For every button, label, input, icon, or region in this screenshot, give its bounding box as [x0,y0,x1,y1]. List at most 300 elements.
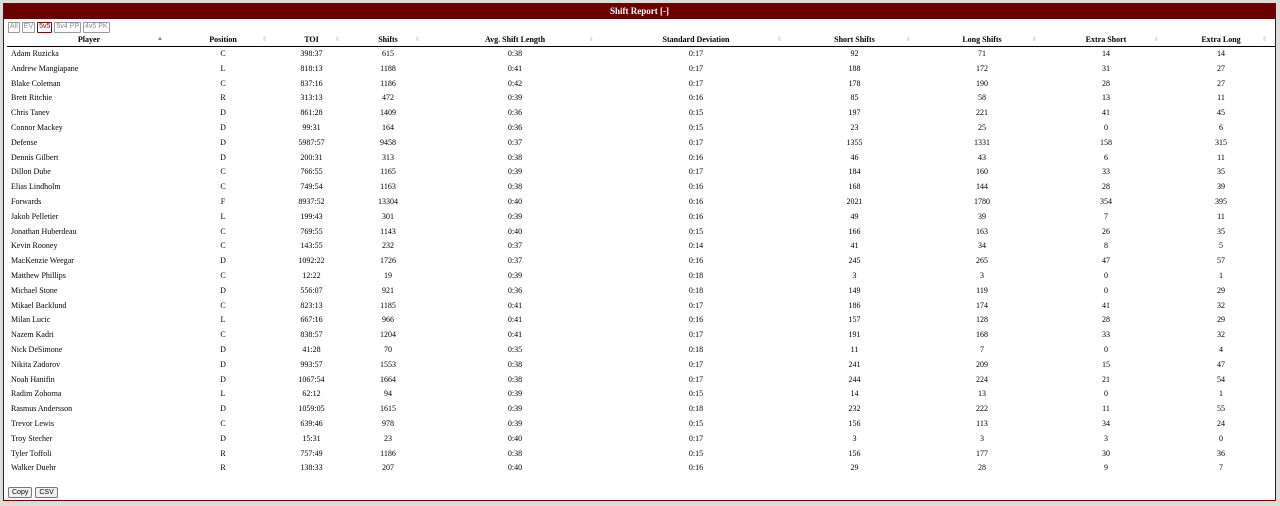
cell-extra-long: 47 [1217,359,1225,369]
cell-shifts: 1204 [380,330,396,340]
cell-extra-short: 3 [1104,433,1108,443]
cell-toi: 5987:57 [298,137,325,147]
column-header-label: Extra Short [1085,35,1127,44]
cell-short-shifts: 46 [850,152,859,162]
cell-position: L [220,211,226,221]
cell-player: Dillon Dube [11,167,51,177]
table-row [7,299,1275,314]
cell-extra-long: 27 [1217,78,1225,88]
cell-standard-deviation: 0:16 [688,256,704,266]
cell-player: Walker Duehr [11,463,56,473]
table-row [7,121,1275,136]
cell-standard-deviation: 0:18 [688,404,704,414]
table-row [7,239,1275,254]
cell-toi: 993:57 [300,359,323,369]
cell-extra-short: 21 [1102,374,1110,384]
cell-short-shifts: 49 [850,211,859,221]
cell-player: Andrew Mangiapane [11,63,79,73]
copy-button[interactable]: Copy [8,487,32,498]
cell-extra-short: 0 [1104,285,1108,295]
cell-extra-short: 354 [1100,196,1112,206]
cell-avg-shift-length: 0:35 [507,344,523,354]
cell-long-shifts: 25 [978,122,986,132]
column-header-label: Standard Deviation [662,35,730,44]
cell-extra-short: 33 [1102,330,1110,340]
cell-extra-short: 26 [1102,226,1110,236]
cell-extra-short: 41 [1102,300,1110,310]
cell-short-shifts: 184 [848,167,861,177]
cell-position: C [220,300,226,310]
cell-extra-short: 28 [1102,315,1110,325]
cell-toi: 99:31 [302,122,321,132]
cell-long-shifts: 221 [976,108,988,118]
cell-avg-shift-length: 0:41 [507,315,523,325]
cell-short-shifts: 41 [850,241,859,251]
cell-extra-short: 9 [1104,463,1108,473]
cell-extra-long: 36 [1217,448,1225,458]
cell-toi: 62:12 [302,389,321,399]
column-header-shifts[interactable] [348,33,428,47]
csv-button[interactable]: CSV [35,487,57,498]
cell-standard-deviation: 0:16 [688,93,704,103]
cell-avg-shift-length: 0:37 [507,256,523,266]
cell-shifts: 1143 [380,226,396,236]
cell-standard-deviation: 0:17 [688,78,704,88]
cell-position: C [220,270,226,280]
cell-position: C [220,330,226,340]
cell-short-shifts: 2021 [846,196,863,206]
cell-short-shifts: 232 [848,404,861,414]
cell-short-shifts: 191 [848,330,861,340]
cell-short-shifts: 11 [850,344,859,354]
cell-extra-long: 5 [1219,241,1223,251]
cell-player: Jonathan Huberdeau [11,226,77,236]
cell-short-shifts: 149 [848,285,861,295]
cell-position: R [220,463,226,473]
cell-shifts: 207 [382,463,394,473]
cell-short-shifts: 197 [848,108,861,118]
cell-extra-short: 14 [1102,49,1110,58]
cell-shifts: 1188 [380,63,396,73]
cell-player: Forwards [11,196,42,206]
cell-position: D [220,285,226,295]
cell-avg-shift-length: 0:40 [507,463,523,473]
filter-5v5[interactable]: 5v5 [37,22,52,33]
cell-shifts: 164 [382,122,394,132]
cell-long-shifts: 174 [976,300,988,310]
cell-extra-short: 41 [1102,108,1110,118]
table-row [7,432,1275,447]
cell-extra-long: 32 [1217,330,1225,340]
cell-extra-long: 32 [1217,300,1225,310]
cell-toi: 200:31 [300,152,323,162]
cell-toi: 838:57 [300,330,323,340]
cell-player: Connor Mackey [11,122,63,132]
cell-extra-long: 54 [1217,374,1225,384]
column-header-short-shifts[interactable] [790,33,919,47]
cell-player: Jakob Pelletier [11,211,59,221]
cell-short-shifts: 168 [848,182,861,192]
cell-short-shifts: 3 [852,270,857,280]
cell-long-shifts: 39 [978,211,986,221]
cell-player: Elias Lindholm [11,182,61,192]
column-header-label: Extra Long [1201,35,1241,44]
cell-avg-shift-length: 0:41 [507,330,523,340]
table-row [7,210,1275,225]
cell-short-shifts: 178 [848,78,861,88]
cell-toi: 769:55 [300,226,323,236]
cell-long-shifts: 58 [978,93,986,103]
cell-extra-short: 8 [1104,241,1108,251]
cell-long-shifts: 177 [976,448,988,458]
column-header-extra-long[interactable] [1167,33,1275,47]
cell-extra-long: 14 [1217,49,1225,58]
cell-shifts: 1186 [380,78,396,88]
cell-extra-short: 28 [1102,78,1110,88]
cell-position: C [220,78,226,88]
cell-extra-short: 7 [1104,211,1108,221]
sort-icon: ⇕ [1153,37,1159,43]
cell-avg-shift-length: 0:38 [507,374,523,384]
cell-extra-long: 11 [1217,211,1225,221]
cell-extra-long: 0 [1219,433,1223,443]
export-buttons [8,487,58,498]
column-header-long-shifts[interactable] [919,33,1045,47]
cell-shifts: 1185 [380,300,396,310]
cell-short-shifts: 156 [848,418,861,428]
cell-shifts: 1615 [380,404,396,414]
cell-long-shifts: 3 [980,270,984,280]
cell-toi: 837:16 [300,78,323,88]
cell-toi: 199:43 [300,211,323,221]
cell-standard-deviation: 0:16 [688,182,704,192]
cell-position: L [220,63,226,73]
cell-standard-deviation: 0:17 [688,63,704,73]
table-row [7,417,1275,432]
cell-player: Nick DeSimone [11,344,63,354]
cell-avg-shift-length: 0:39 [507,93,523,103]
cell-shifts: 1409 [380,108,396,118]
filter-ev[interactable]: EV [22,22,35,33]
cell-toi: 1067:54 [298,374,325,384]
filter-all[interactable]: All [8,22,20,33]
cell-position: R [220,93,226,103]
cell-short-shifts: 92 [850,49,859,58]
cell-player: MacKenzie Weegar [11,256,74,266]
cell-avg-shift-length: 0:41 [507,63,523,73]
cell-position: R [220,448,226,458]
cell-position: C [220,49,226,58]
cell-position: L [220,315,226,325]
column-header-player[interactable] [7,33,171,47]
cell-player: Radim Zohorna [11,389,62,399]
cell-position: L [220,389,226,399]
cell-player: Noah Hanifin [11,374,55,384]
cell-standard-deviation: 0:16 [688,196,704,206]
cell-short-shifts: 1355 [846,137,863,147]
cell-player: Defense [11,137,38,147]
cell-player: Adam Ruzicka [11,49,59,58]
cell-standard-deviation: 0:16 [688,211,704,221]
cell-player: Dennis Gilbert [11,152,59,162]
cell-extra-short: 30 [1102,448,1110,458]
cell-long-shifts: 28 [978,463,986,473]
cell-standard-deviation: 0:17 [688,330,704,340]
table-row [7,225,1275,240]
cell-extra-long: 11 [1217,93,1225,103]
table-row [7,269,1275,284]
table-row [7,77,1275,92]
cell-long-shifts: 113 [976,418,988,428]
cell-extra-short: 0 [1104,270,1108,280]
cell-toi: 398:37 [300,49,323,58]
panel-title[interactable]: Shift Report [-] [4,4,1275,19]
column-header-position[interactable] [171,33,275,47]
sort-icon: ⇕ [414,37,420,43]
cell-player: Michael Stone [11,285,58,295]
table-row [7,47,1275,62]
cell-shifts: 70 [384,344,392,354]
cell-toi: 8937:52 [298,196,325,206]
cell-long-shifts: 43 [978,152,986,162]
table-row [7,106,1275,121]
cell-short-shifts: 245 [848,256,861,266]
cell-extra-long: 7 [1219,463,1223,473]
cell-avg-shift-length: 0:40 [507,433,523,443]
cell-position: D [220,344,226,354]
cell-extra-short: 15 [1102,359,1110,369]
column-header-label: Shifts [378,35,398,44]
cell-avg-shift-length: 0:42 [507,78,523,88]
cell-position: D [220,404,226,414]
cell-long-shifts: 1780 [974,196,990,206]
cell-player: Brett Ritchie [11,93,53,103]
cell-toi: 757:49 [300,448,323,458]
cell-standard-deviation: 0:16 [688,463,704,473]
cell-toi: 143:55 [300,241,323,251]
cell-toi: 861:28 [300,108,323,118]
cell-extra-long: 39 [1217,182,1225,192]
cell-short-shifts: 186 [848,300,861,310]
table-row [7,461,1275,476]
cell-avg-shift-length: 0:38 [507,182,523,192]
cell-avg-shift-length: 0:39 [507,167,523,177]
cell-player: Matthew Phillips [11,270,66,280]
sort-icon: ⇕ [1261,37,1267,43]
cell-standard-deviation: 0:17 [688,300,704,310]
cell-position: C [220,167,226,177]
cell-extra-long: 6 [1219,122,1223,132]
table-row [7,180,1275,195]
cell-long-shifts: 13 [978,389,986,399]
table-header-row [7,33,1275,47]
cell-standard-deviation: 0:18 [688,344,704,354]
cell-position: D [220,256,226,266]
cell-standard-deviation: 0:17 [688,433,704,443]
cell-extra-long: 55 [1217,404,1225,414]
cell-short-shifts: 3 [852,433,857,443]
cell-toi: 818:13 [300,63,323,73]
cell-position: C [220,182,226,192]
cell-long-shifts: 160 [976,167,988,177]
cell-extra-long: 11 [1217,152,1225,162]
cell-standard-deviation: 0:15 [688,122,704,132]
cell-long-shifts: 163 [976,226,988,236]
cell-shifts: 472 [382,93,394,103]
cell-standard-deviation: 0:17 [688,167,704,177]
cell-toi: 15:31 [302,433,321,443]
cell-player: Tyler Toffoli [11,448,52,458]
cell-extra-short: 0 [1104,389,1108,399]
cell-standard-deviation: 0:15 [688,448,704,458]
cell-shifts: 1186 [380,448,396,458]
cell-short-shifts: 29 [850,463,859,473]
table-row [7,195,1275,210]
cell-extra-long: 1 [1219,389,1223,399]
cell-short-shifts: 157 [848,315,861,325]
cell-avg-shift-length: 0:38 [507,152,523,162]
filter-5v4-pp[interactable]: 5v4 PP [54,22,81,33]
cell-shifts: 313 [382,152,394,162]
cell-short-shifts: 166 [848,226,861,236]
cell-standard-deviation: 0:14 [688,241,704,251]
column-header-label: Player [77,35,101,44]
table-row [7,313,1275,328]
table-row [7,343,1275,358]
cell-position: D [220,374,226,384]
cell-short-shifts: 14 [850,389,859,399]
cell-standard-deviation: 0:17 [688,359,704,369]
cell-avg-shift-length: 0:39 [507,211,523,221]
cell-avg-shift-length: 0:39 [507,418,523,428]
filter-4v5-pk[interactable]: 4v5 PK [83,22,110,33]
cell-player: Troy Stecher [11,433,53,443]
cell-avg-shift-length: 0:36 [507,285,523,295]
cell-extra-long: 45 [1217,108,1225,118]
table-row [7,284,1275,299]
cell-long-shifts: 144 [976,182,988,192]
cell-short-shifts: 85 [850,93,859,103]
cell-extra-long: 57 [1217,256,1225,266]
cell-shifts: 978 [382,418,394,428]
cell-avg-shift-length: 0:40 [507,226,523,236]
cell-long-shifts: 224 [976,374,988,384]
cell-position: D [220,108,226,118]
cell-position: F [220,196,226,206]
cell-avg-shift-length: 0:39 [507,404,523,414]
cell-long-shifts: 1331 [974,137,990,147]
cell-shifts: 13304 [378,196,398,206]
cell-player: Trevor Lewis [11,418,55,428]
column-header-standard-deviation[interactable] [602,33,790,47]
column-header-avg-shift-length[interactable] [428,33,602,47]
cell-extra-long: 35 [1217,167,1225,177]
cell-player: Mikael Backlund [11,300,67,310]
cell-standard-deviation: 0:15 [688,226,704,236]
shift-report-panel [3,3,1276,501]
cell-short-shifts: 244 [848,374,861,384]
table-row [7,254,1275,269]
cell-extra-short: 31 [1102,63,1110,73]
cell-long-shifts: 209 [976,359,988,369]
table-row [7,447,1275,462]
cell-shifts: 1553 [380,359,396,369]
cell-position: C [220,241,226,251]
cell-extra-long: 24 [1217,418,1225,428]
sort-ascending-icon: ▲ [157,36,163,42]
cell-position: D [220,122,226,132]
cell-extra-long: 4 [1219,344,1223,354]
cell-toi: 766:55 [300,167,323,177]
cell-position: C [220,226,226,236]
table-row [7,402,1275,417]
cell-long-shifts: 190 [976,78,988,88]
cell-standard-deviation: 0:18 [688,285,704,295]
cell-avg-shift-length: 0:36 [507,122,523,132]
cell-long-shifts: 71 [978,49,986,58]
sort-icon: ⇕ [261,37,267,43]
cell-extra-short: 33 [1102,167,1110,177]
table-body [7,47,1275,477]
cell-extra-long: 35 [1217,226,1225,236]
cell-player: Chris Tanev [11,108,50,118]
column-header-toi[interactable] [275,33,348,47]
cell-long-shifts: 7 [980,344,984,354]
table-row [7,373,1275,388]
table-row [7,358,1275,373]
cell-avg-shift-length: 0:37 [507,241,523,251]
cell-standard-deviation: 0:16 [688,315,704,325]
cell-long-shifts: 172 [976,63,988,73]
cell-position: C [220,418,226,428]
cell-short-shifts: 156 [848,448,861,458]
cell-toi: 12:22 [302,270,321,280]
cell-standard-deviation: 0:16 [688,152,704,162]
column-header-label: TOI [304,35,319,44]
cell-short-shifts: 23 [850,122,859,132]
sort-icon: ⇕ [334,37,340,43]
cell-avg-shift-length: 0:38 [507,49,523,58]
cell-player: Kevin Rooney [11,241,58,251]
column-header-extra-short[interactable] [1045,33,1167,47]
cell-standard-deviation: 0:15 [688,108,704,118]
cell-extra-short: 158 [1100,137,1112,147]
cell-shifts: 1165 [380,167,396,177]
cell-standard-deviation: 0:18 [688,270,704,280]
cell-toi: 749:54 [300,182,323,192]
cell-extra-long: 29 [1217,285,1225,295]
cell-toi: 1092:22 [298,256,325,266]
cell-shifts: 94 [384,389,392,399]
table-row [7,62,1275,77]
cell-shifts: 1664 [380,374,396,384]
cell-shifts: 966 [382,315,394,325]
cell-extra-short: 0 [1104,122,1108,132]
sort-icon: ⇕ [1031,37,1037,43]
cell-extra-short: 28 [1102,182,1110,192]
table-row [7,136,1275,151]
cell-toi: 823:13 [300,300,323,310]
cell-player: Nazem Kadri [11,330,54,340]
cell-avg-shift-length: 0:36 [507,108,523,118]
cell-extra-long: 1 [1219,270,1223,280]
cell-position: D [220,433,226,443]
cell-toi: 556:07 [300,285,323,295]
cell-long-shifts: 168 [976,330,988,340]
cell-toi: 1059:05 [298,404,325,414]
cell-avg-shift-length: 0:38 [507,359,523,369]
cell-player: Milan Lucic [11,315,51,325]
